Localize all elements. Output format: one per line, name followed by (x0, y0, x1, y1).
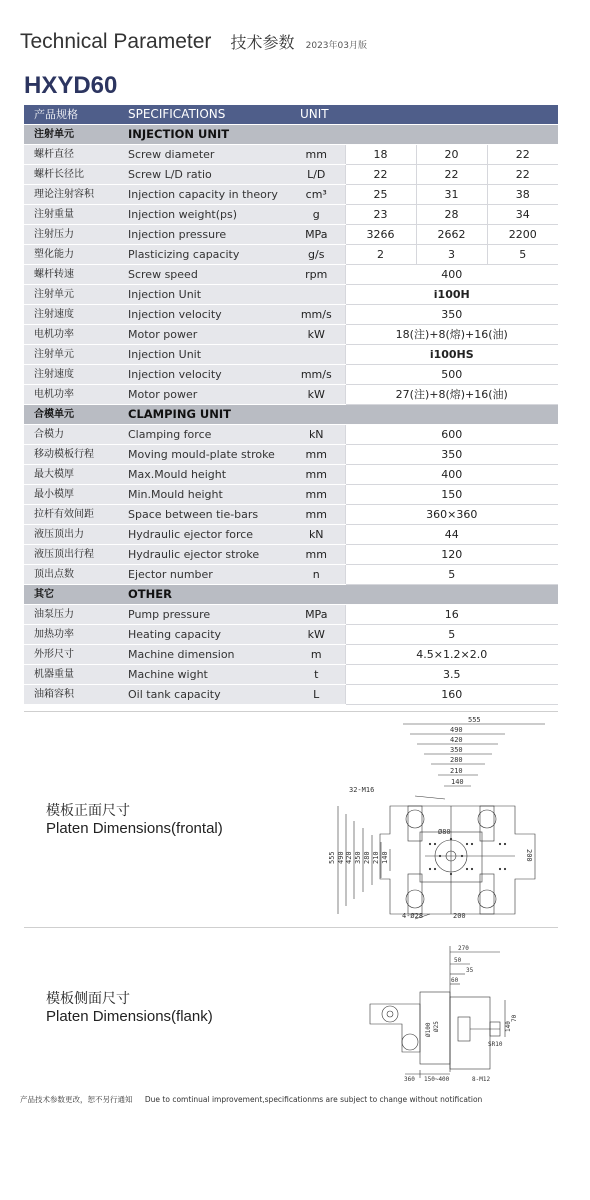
param-unit: cm³ (288, 185, 345, 205)
table-row (24, 265, 558, 285)
table-row (24, 345, 558, 365)
flank-dim-top-3: 60 (451, 977, 459, 984)
table-row (24, 305, 558, 325)
frontal-dim-left-6: 140 (381, 851, 389, 864)
param-cn: 油箱容积 (24, 685, 123, 705)
table-row (24, 285, 558, 305)
section-label-cn: 其它 (24, 585, 123, 605)
frontal-dim-left-4: 280 (363, 851, 371, 864)
param-en: Pump pressure (123, 605, 288, 625)
frontal-dim-left-3: 350 (354, 851, 362, 864)
param-value: 44 (345, 525, 558, 545)
frontal-dim-left-5: 210 (372, 851, 380, 864)
frontal-callout-width: 200 (453, 912, 466, 920)
param-en: Min.Mould height (123, 485, 288, 505)
table-row (24, 325, 558, 345)
table-row (24, 385, 558, 405)
param-value: 3.5 (345, 665, 558, 685)
param-en: Space between tie-bars (123, 505, 288, 525)
param-en: Ejector number (123, 565, 288, 585)
frontal-dim-top-6: 140 (451, 778, 464, 786)
param-value: 18(注)+8(熔)+16(油) (345, 325, 558, 345)
section-blank (288, 585, 345, 605)
param-unit: MPa (288, 225, 345, 245)
param-cn: 注射压力 (24, 225, 123, 245)
section-blank (288, 405, 345, 425)
param-unit: L (288, 685, 345, 705)
param-value: 2662 (416, 225, 487, 245)
param-value: 400 (345, 465, 558, 485)
title-chinese: 技术参数 (230, 33, 295, 52)
table-row (24, 565, 558, 585)
param-cn: 顶出点数 (24, 565, 123, 585)
param-value: 18 (345, 145, 416, 165)
param-cn: 液压顶出行程 (24, 545, 123, 565)
section-label-cn: 合模单元 (24, 405, 123, 425)
param-en: Injection Unit (123, 345, 288, 365)
flank-callout-bore: Ø100 (425, 1022, 432, 1037)
param-en: Moving mould-plate stroke (123, 445, 288, 465)
param-value: 350 (345, 305, 558, 325)
param-en: Injection pressure (123, 225, 288, 245)
param-en: Injection velocity (123, 305, 288, 325)
table-row (24, 485, 558, 505)
param-cn: 外形尺寸 (24, 645, 123, 665)
flank-dim-top-0: 270 (458, 945, 469, 952)
param-value: 5 (345, 565, 558, 585)
param-unit: kW (288, 325, 345, 345)
param-en: Screw L/D ratio (123, 165, 288, 185)
section-label-en: CLAMPING UNIT (123, 405, 288, 425)
frontal-dim-top-0: 555 (468, 716, 481, 724)
param-cn: 螺杆直径 (24, 145, 123, 165)
param-value: 4.5×1.2×2.0 (345, 645, 558, 665)
param-unit: L/D (288, 165, 345, 185)
param-value: 28 (416, 205, 487, 225)
param-cn: 移动模板行程 (24, 445, 123, 465)
param-cn: 注射单元 (24, 285, 123, 305)
param-unit: mm (288, 145, 345, 165)
param-value: 20 (416, 145, 487, 165)
param-unit: kW (288, 385, 345, 405)
param-cn: 合模力 (24, 425, 123, 445)
section-row (24, 405, 558, 425)
param-cn: 注射重量 (24, 205, 123, 225)
flank-callout-length: 360 (404, 1076, 415, 1083)
param-value: 600 (345, 425, 558, 445)
param-cn: 螺杆长径比 (24, 165, 123, 185)
param-value: 3266 (345, 225, 416, 245)
param-value: 2200 (487, 225, 558, 245)
flank-callout-height: 140 (505, 1021, 512, 1032)
header-en: SPECIFICATIONS (123, 105, 288, 125)
frontal-dim-left-0: 555 (328, 851, 336, 864)
table-row (24, 625, 558, 645)
param-cn: 液压顶出力 (24, 525, 123, 545)
table-row (24, 665, 558, 685)
frontal-label-cn: 模板正面尺寸 (46, 803, 130, 819)
frontal-dim-top-5: 210 (450, 767, 463, 775)
section-label-cn: 注射单元 (24, 125, 123, 145)
param-unit: MPa (288, 605, 345, 625)
table-row (24, 205, 558, 225)
param-unit: mm/s (288, 305, 345, 325)
param-value: 500 (345, 365, 558, 385)
section-blank (288, 125, 345, 145)
param-en: Screw diameter (123, 145, 288, 165)
footnote (20, 1094, 482, 1105)
spec-table (24, 105, 558, 705)
param-en: Injection capacity in theory (123, 185, 288, 205)
table-row (24, 645, 558, 665)
param-unit: mm (288, 485, 345, 505)
param-value: 23 (345, 205, 416, 225)
frontal-callout-height: 200 (525, 849, 533, 862)
param-value: 34 (487, 205, 558, 225)
param-cn: 注射速度 (24, 305, 123, 325)
param-cn: 机器重量 (24, 665, 123, 685)
param-cn: 塑化能力 (24, 245, 123, 265)
table-row (24, 185, 558, 205)
section-row (24, 125, 558, 145)
param-cn: 电机功率 (24, 385, 123, 405)
param-unit: mm/s (288, 365, 345, 385)
param-en: Hydraulic ejector force (123, 525, 288, 545)
table-row (24, 365, 558, 385)
header-values (345, 105, 558, 125)
table-header-row (24, 105, 558, 125)
param-value: 38 (487, 185, 558, 205)
header-unit: UNIT (288, 105, 345, 125)
param-unit: mm (288, 505, 345, 525)
frontal-dim-top-4: 280 (450, 756, 463, 764)
param-value: 22 (345, 165, 416, 185)
flank-platen-drawing (360, 942, 540, 1087)
param-cn: 注射单元 (24, 345, 123, 365)
frontal-callout-tap: 32-M16 (349, 786, 375, 794)
frontal-dim-left-2: 420 (345, 851, 353, 864)
table-row (24, 225, 558, 245)
param-cn: 电机功率 (24, 325, 123, 345)
param-en: Max.Mould height (123, 465, 288, 485)
edition-label: 2023年03月版 (305, 41, 367, 51)
param-value: 150 (345, 485, 558, 505)
header-cn: 产品规格 (24, 105, 123, 125)
param-unit: rpm (288, 265, 345, 285)
divider-top (24, 711, 558, 712)
param-value: 2 (345, 245, 416, 265)
param-value: 31 (416, 185, 487, 205)
param-unit: mm (288, 465, 345, 485)
param-cn: 螺杆转速 (24, 265, 123, 285)
flank-dim-top-1: 50 (454, 957, 462, 964)
table-row (24, 545, 558, 565)
frontal-dim-top-2: 420 (450, 736, 463, 744)
param-unit: mm (288, 445, 345, 465)
param-cn: 注射速度 (24, 365, 123, 385)
flank-callout-nozzle: Ø25 (433, 1021, 440, 1032)
param-en: Machine wight (123, 665, 288, 685)
param-en: Heating capacity (123, 625, 288, 645)
param-en: Plasticizing capacity (123, 245, 288, 265)
param-unit: t (288, 665, 345, 685)
param-value: i100HS (345, 345, 558, 365)
param-value: 5 (345, 625, 558, 645)
param-unit: kN (288, 425, 345, 445)
param-unit: g (288, 205, 345, 225)
frontal-platen-drawing (320, 714, 550, 924)
param-cn: 最小模厚 (24, 485, 123, 505)
flank-callout-range: 150~400 (424, 1076, 450, 1083)
frontal-callout-holes: 4-Ø28 (402, 912, 424, 920)
param-unit: mm (288, 545, 345, 565)
param-value: i100H (345, 285, 558, 305)
table-row (24, 505, 558, 525)
param-unit: g/s (288, 245, 345, 265)
param-en: Injection weight(ps) (123, 205, 288, 225)
section-blank (345, 585, 558, 605)
param-value: 120 (345, 545, 558, 565)
param-value: 360×360 (345, 505, 558, 525)
param-en: Injection velocity (123, 365, 288, 385)
table-row (24, 605, 558, 625)
flank-callout-radius: SR10 (488, 1041, 503, 1048)
param-value: 350 (345, 445, 558, 465)
frontal-dim-top-1: 490 (450, 726, 463, 734)
frontal-dim-left-1: 490 (337, 851, 345, 864)
flank-callout-offset: 70 (511, 1014, 518, 1022)
table-row (24, 685, 558, 705)
param-cn: 最大模厚 (24, 465, 123, 485)
flank-callout-tap: 8-M12 (472, 1076, 491, 1083)
section-row (24, 585, 558, 605)
param-unit: n (288, 565, 345, 585)
param-value: 16 (345, 605, 558, 625)
section-label-en: OTHER (123, 585, 288, 605)
table-row (24, 425, 558, 445)
flank-dim-top-2: 35 (466, 967, 474, 974)
footnote-en: Due to comtinual improvement,specificationms are subject to change without notification (144, 1095, 483, 1104)
param-value: 400 (345, 265, 558, 285)
param-en: Injection Unit (123, 285, 288, 305)
param-value: 22 (487, 145, 558, 165)
section-label-en: INJECTION UNIT (123, 125, 288, 145)
param-cn: 理论注射容积 (24, 185, 123, 205)
frontal-callout-center: Ø80 (438, 828, 451, 836)
section-blank (345, 125, 558, 145)
param-value: 25 (345, 185, 416, 205)
param-unit: kN (288, 525, 345, 545)
param-cn: 加热功率 (24, 625, 123, 645)
frontal-dim-top-3: 350 (450, 746, 463, 754)
table-row (24, 525, 558, 545)
param-en: Hydraulic ejector stroke (123, 545, 288, 565)
flank-label-en: Platen Dimensions(flank) (46, 1008, 213, 1025)
title-english: Technical Parameter (20, 30, 212, 53)
divider-middle (24, 927, 558, 928)
param-unit: m (288, 645, 345, 665)
table-row (24, 245, 558, 265)
param-en: Clamping force (123, 425, 288, 445)
param-unit (288, 285, 345, 305)
flank-label-cn: 模板侧面尺寸 (46, 991, 130, 1007)
param-en: Motor power (123, 385, 288, 405)
table-row (24, 165, 558, 185)
param-value: 22 (487, 165, 558, 185)
table-row (24, 465, 558, 485)
param-value: 5 (487, 245, 558, 265)
param-en: Machine dimension (123, 645, 288, 665)
table-row (24, 145, 558, 165)
param-en: Motor power (123, 325, 288, 345)
table-row (24, 445, 558, 465)
param-value: 27(注)+8(熔)+16(油) (345, 385, 558, 405)
param-value: 22 (416, 165, 487, 185)
footnote-cn: 产品技术参数更改，恕不另行通知 (20, 1095, 133, 1104)
param-unit: kW (288, 625, 345, 645)
frontal-label-en: Platen Dimensions(frontal) (46, 820, 223, 837)
param-en: Oil tank capacity (123, 685, 288, 705)
param-cn: 油泵压力 (24, 605, 123, 625)
section-blank (345, 405, 558, 425)
model-name: HXYD60 (24, 72, 118, 99)
param-cn: 拉杆有效间距 (24, 505, 123, 525)
page-header (20, 30, 580, 60)
param-en: Screw speed (123, 265, 288, 285)
param-value: 160 (345, 685, 558, 705)
param-value: 3 (416, 245, 487, 265)
param-unit (288, 345, 345, 365)
